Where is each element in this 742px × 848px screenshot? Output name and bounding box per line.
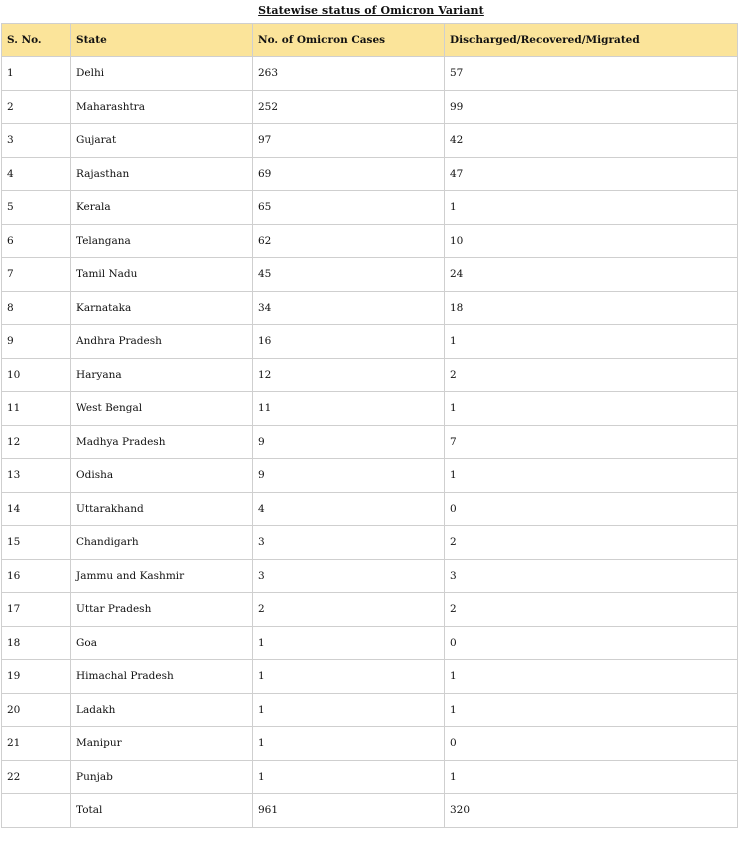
cell-state: Tamil Nadu <box>71 258 253 292</box>
cell-sno: 4 <box>2 157 71 191</box>
cell-cases: 3 <box>253 559 445 593</box>
cell-sno: 1 <box>2 57 71 91</box>
cell-cases: 1 <box>253 660 445 694</box>
cell-sno: 13 <box>2 459 71 493</box>
cell-discharged: 2 <box>445 526 738 560</box>
cell-cases: 45 <box>253 258 445 292</box>
cell-state: Ladakh <box>71 693 253 727</box>
cell-discharged: 57 <box>445 57 738 91</box>
cell-cases: 11 <box>253 392 445 426</box>
table-row <box>2 224 738 258</box>
cell-discharged: 1 <box>445 191 738 225</box>
table-row <box>2 325 738 359</box>
table-row <box>2 157 738 191</box>
table-row <box>2 90 738 124</box>
cell-sno: 21 <box>2 727 71 761</box>
header-cases: No. of Omicron Cases <box>253 24 445 57</box>
cell-discharged: 18 <box>445 291 738 325</box>
table-row <box>2 392 738 426</box>
table-row <box>2 291 738 325</box>
cell-cases: 1 <box>253 626 445 660</box>
table-row <box>2 660 738 694</box>
cell-sno: 2 <box>2 90 71 124</box>
total-cell-sno <box>2 794 71 828</box>
cell-cases: 62 <box>253 224 445 258</box>
cell-cases: 65 <box>253 191 445 225</box>
cell-sno: 12 <box>2 425 71 459</box>
table-row <box>2 57 738 91</box>
cell-state: Maharashtra <box>71 90 253 124</box>
total-cell-cases: 961 <box>253 794 445 828</box>
cell-discharged: 1 <box>445 325 738 359</box>
cell-sno: 5 <box>2 191 71 225</box>
cell-discharged: 2 <box>445 593 738 627</box>
header-row <box>2 24 738 57</box>
table-row <box>2 459 738 493</box>
cell-sno: 19 <box>2 660 71 694</box>
cell-state: Manipur <box>71 727 253 761</box>
cell-cases: 1 <box>253 760 445 794</box>
cell-discharged: 1 <box>445 660 738 694</box>
cell-sno: 15 <box>2 526 71 560</box>
cell-discharged: 1 <box>445 693 738 727</box>
total-cell-state: Total <box>71 794 253 828</box>
cell-cases: 263 <box>253 57 445 91</box>
cell-sno: 11 <box>2 392 71 426</box>
cell-cases: 97 <box>253 124 445 158</box>
cell-sno: 16 <box>2 559 71 593</box>
cell-sno: 22 <box>2 760 71 794</box>
cell-cases: 12 <box>253 358 445 392</box>
cell-state: Andhra Pradesh <box>71 325 253 359</box>
cell-state: Odisha <box>71 459 253 493</box>
cell-state: West Bengal <box>71 392 253 426</box>
cell-cases: 2 <box>253 593 445 627</box>
table-row <box>2 693 738 727</box>
table-row <box>2 626 738 660</box>
header-state: State <box>71 24 253 57</box>
cell-sno: 14 <box>2 492 71 526</box>
cell-cases: 252 <box>253 90 445 124</box>
table-body <box>2 57 738 828</box>
cell-sno: 8 <box>2 291 71 325</box>
cell-discharged: 1 <box>445 392 738 426</box>
cell-state: Uttar Pradesh <box>71 593 253 627</box>
cell-discharged: 1 <box>445 459 738 493</box>
table-row <box>2 492 738 526</box>
cell-sno: 6 <box>2 224 71 258</box>
cell-discharged: 3 <box>445 559 738 593</box>
cell-cases: 1 <box>253 727 445 761</box>
cell-discharged: 0 <box>445 727 738 761</box>
cell-discharged: 0 <box>445 626 738 660</box>
cell-sno: 3 <box>2 124 71 158</box>
header-discharged: Discharged/Recovered/Migrated <box>445 24 738 57</box>
cell-state: Gujarat <box>71 124 253 158</box>
cell-cases: 16 <box>253 325 445 359</box>
cell-discharged: 7 <box>445 425 738 459</box>
table-row <box>2 559 738 593</box>
cell-discharged: 10 <box>445 224 738 258</box>
table-row <box>2 124 738 158</box>
cell-state: Haryana <box>71 358 253 392</box>
cell-discharged: 1 <box>445 760 738 794</box>
cell-discharged: 47 <box>445 157 738 191</box>
cell-discharged: 24 <box>445 258 738 292</box>
cell-sno: 20 <box>2 693 71 727</box>
total-cell-discharged: 320 <box>445 794 738 828</box>
cell-state: Jammu and Kashmir <box>71 559 253 593</box>
cell-state: Uttarakhand <box>71 492 253 526</box>
table-row <box>2 727 738 761</box>
cell-discharged: 42 <box>445 124 738 158</box>
omicron-status-table <box>1 23 738 828</box>
table-row <box>2 258 738 292</box>
cell-cases: 4 <box>253 492 445 526</box>
cell-discharged: 2 <box>445 358 738 392</box>
cell-state: Telangana <box>71 224 253 258</box>
cell-discharged: 99 <box>445 90 738 124</box>
cell-state: Madhya Pradesh <box>71 425 253 459</box>
table-row <box>2 358 738 392</box>
cell-state: Himachal Pradesh <box>71 660 253 694</box>
cell-sno: 10 <box>2 358 71 392</box>
cell-cases: 69 <box>253 157 445 191</box>
table-row <box>2 760 738 794</box>
cell-state: Kerala <box>71 191 253 225</box>
table-header <box>2 24 738 57</box>
cell-cases: 9 <box>253 459 445 493</box>
cell-sno: 17 <box>2 593 71 627</box>
table-title: Statewise status of Omicron Variant <box>258 4 484 17</box>
table-row <box>2 191 738 225</box>
table-row <box>2 526 738 560</box>
table-row <box>2 593 738 627</box>
cell-state: Karnataka <box>71 291 253 325</box>
cell-cases: 34 <box>253 291 445 325</box>
cell-sno: 7 <box>2 258 71 292</box>
cell-state: Punjab <box>71 760 253 794</box>
table-row <box>2 425 738 459</box>
cell-cases: 1 <box>253 693 445 727</box>
cell-state: Goa <box>71 626 253 660</box>
cell-sno: 18 <box>2 626 71 660</box>
cell-discharged: 0 <box>445 492 738 526</box>
cell-state: Rajasthan <box>71 157 253 191</box>
total-row <box>2 794 738 828</box>
cell-cases: 3 <box>253 526 445 560</box>
header-sno: S. No. <box>2 24 71 57</box>
cell-state: Delhi <box>71 57 253 91</box>
cell-sno: 9 <box>2 325 71 359</box>
cell-state: Chandigarh <box>71 526 253 560</box>
cell-cases: 9 <box>253 425 445 459</box>
